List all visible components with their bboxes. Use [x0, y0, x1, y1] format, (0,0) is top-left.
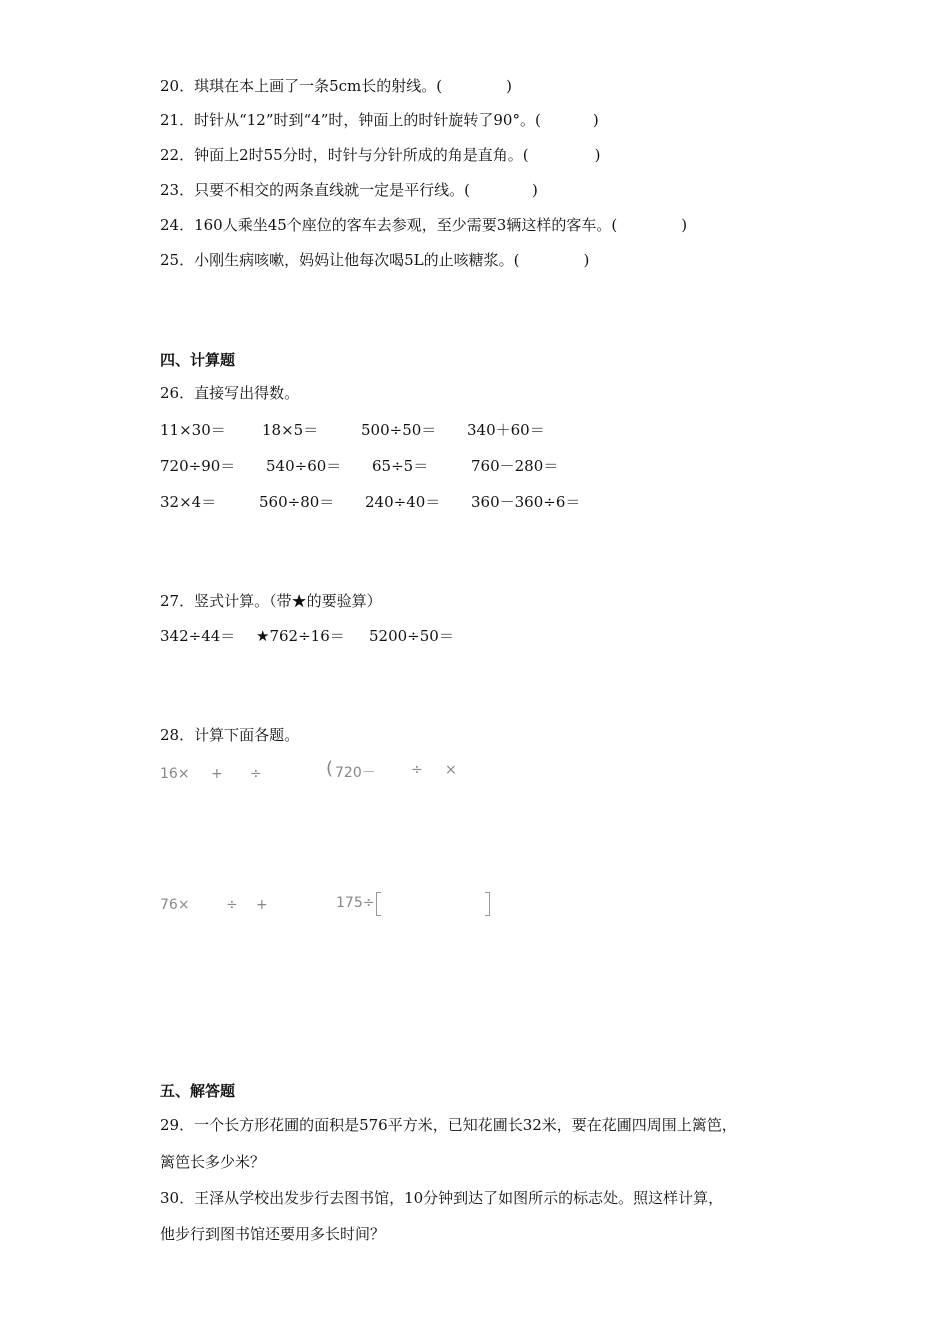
formula-b-div: ÷	[411, 762, 423, 778]
calc-item: 720÷90＝	[160, 457, 236, 475]
formula-c-plus: +	[256, 897, 268, 913]
formula-a-plus: +	[211, 766, 223, 782]
formula-b-mul: ×	[445, 762, 457, 778]
bracket-left-icon	[376, 892, 381, 916]
calc-item: 342÷44＝	[160, 627, 236, 645]
calc-item: 18×5＝	[262, 421, 319, 439]
section-4-heading: 四、计算题	[160, 351, 236, 369]
paren-left-icon: (	[326, 758, 334, 779]
question-28: 28．计算下面各题。	[160, 726, 300, 744]
question-23: 23．只要不相交的两条直线就一定是平行线。( )	[160, 181, 538, 199]
question-29-cont: 篱笆长多少米？	[160, 1153, 266, 1171]
question-26: 26．直接写出得数。	[160, 384, 300, 402]
calc-item: 65÷5＝	[372, 457, 429, 475]
calc-item: 500÷50＝	[361, 421, 437, 439]
question-30-cont: 他步行到图书馆还要用多长时间？	[160, 1225, 386, 1243]
formula-d: 175÷	[336, 895, 375, 911]
bracket-right-icon	[485, 892, 490, 916]
calc-item: ★762÷16＝	[256, 627, 345, 645]
question-25: 25．小刚生病咳嗽，妈妈让他每次喝5L的止咳糖浆。( )	[160, 251, 590, 269]
calc-item: 240÷40＝	[365, 493, 441, 511]
question-21: 21．时针从“12”时到“4”时，钟面上的时针旋转了90°。( )	[160, 111, 599, 129]
question-27: 27．竖式计算。（带★的要验算）	[160, 592, 382, 610]
calc-item: 560÷80＝	[259, 493, 335, 511]
section-5-heading: 五、解答题	[160, 1082, 236, 1100]
calc-item: 760－280＝	[471, 457, 559, 475]
calc-item: 360－360÷6＝	[471, 493, 581, 511]
formula-a: 16×	[160, 766, 190, 782]
calc-item: 11×30＝	[160, 421, 226, 439]
calc-item: 340＋60＝	[467, 421, 545, 439]
calc-item: 32×4＝	[160, 493, 217, 511]
formula-b: 720－	[335, 765, 376, 781]
formula-c-div: ÷	[226, 897, 238, 913]
question-22: 22．钟面上2时55分时，时针与分针所成的角是直角。( )	[160, 146, 601, 164]
question-30: 30．王泽从学校出发步行去图书馆，10分钟到达了如图所示的标志处。照这样计算，	[160, 1189, 724, 1207]
question-24: 24．160人乘坐45个座位的客车去参观，至少需要3辆这样的客车。( )	[160, 216, 688, 234]
question-29: 29．一个长方形花圃的面积是576平方米，已知花圃长32米，要在花圃四周围上篱笆，	[160, 1116, 737, 1134]
formula-c: 76×	[160, 897, 190, 913]
question-20: 20．琪琪在本上画了一条5cm长的射线。( )	[160, 77, 512, 95]
calc-item: 540÷60＝	[266, 457, 342, 475]
formula-a-div: ÷	[250, 766, 262, 782]
calc-item: 5200÷50＝	[369, 627, 454, 645]
